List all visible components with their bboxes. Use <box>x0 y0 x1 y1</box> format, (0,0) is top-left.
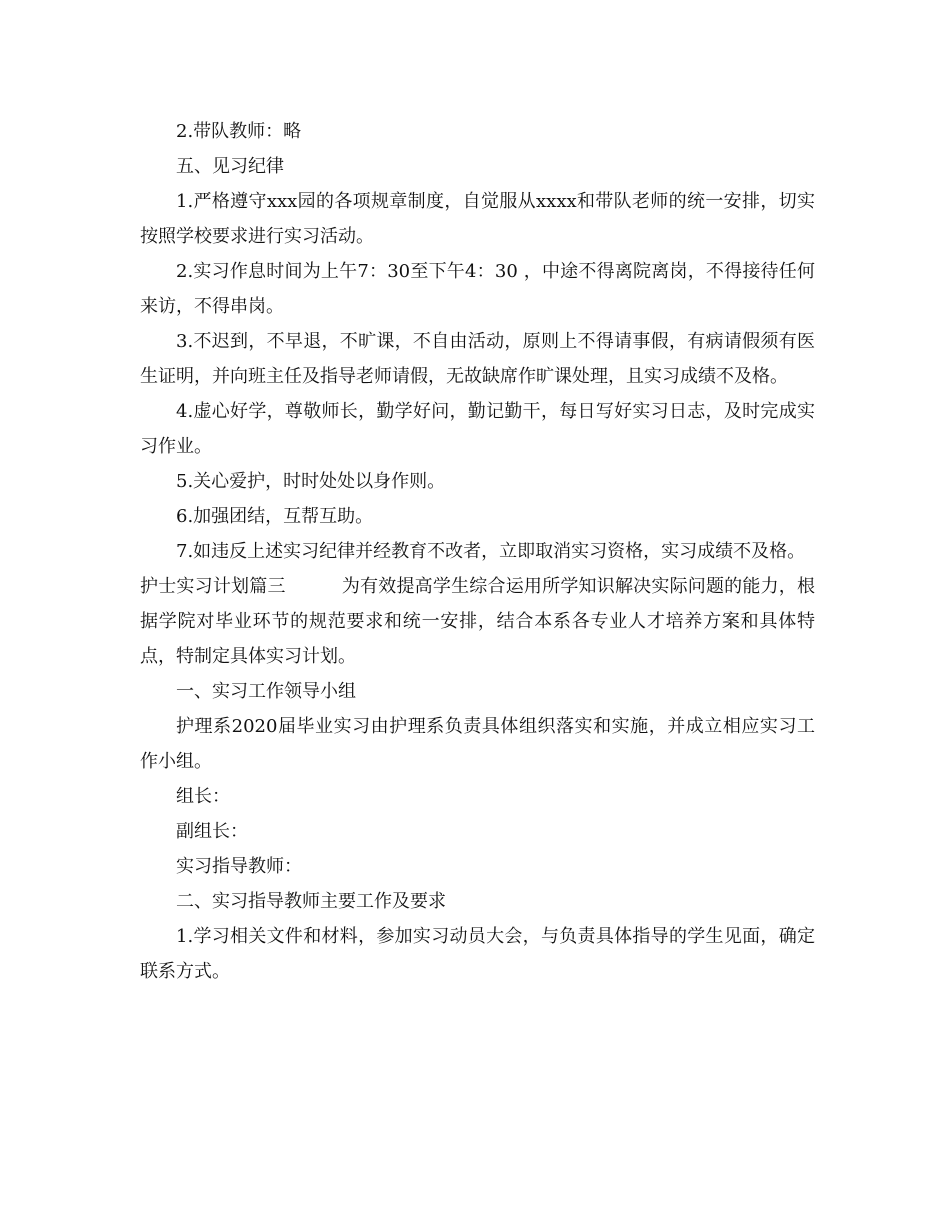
label-group-leader: 组长： <box>176 786 230 807</box>
paragraph-rule-1: 1.严格遵守xxx园的各项规章制度，自觉服从xxxx和带队老师的统一安排，切实按照学校要求进行实习活动。 <box>140 191 815 247</box>
label-deputy-group-leader: 副组长： <box>176 821 248 842</box>
paragraph-nursing-dept: 护理系2020届毕业实习由护理系负责具体组织落实和实施，并成立相应实习工作小组。 <box>140 716 815 772</box>
paragraph-rule-2: 2.实习作息时间为上午7：30至下午4：30 ，中途不得离院离岗，不得接待任何来访，不得串岗。 <box>140 261 815 317</box>
section-heading-discipline: 五、见习纪律 <box>176 156 284 177</box>
paragraph-plan-three <box>140 569 815 674</box>
paragraph-leader-teacher: 2.带队教师：略 <box>176 121 302 142</box>
paragraph-rule-5: 5.关心爱护，时时处处以身作则。 <box>176 471 446 492</box>
paragraph-rule-4: 4.虚心好学，尊敬师长，勤学好问，勤记勤干，每日写好实习日志，及时完成实习作业。 <box>140 401 815 457</box>
label-internship-instructor: 实习指导教师： <box>176 856 302 877</box>
section-heading-instructor-duties: 二、实习指导教师主要工作及要求 <box>176 891 446 912</box>
plan-three-heading: 护士实习计划篇三 <box>140 576 286 597</box>
paragraph-rule-6: 6.加强团结，互帮互助。 <box>176 506 374 527</box>
paragraph-rule-3: 3.不迟到，不早退，不旷课，不自由活动，原则上不得请事假，有病请假须有医生证明，并向班主任及指导老师请假，无故缺席作旷课处理，且实习成绩不及格。 <box>140 331 815 387</box>
paragraph-duty-1: 1.学习相关文件和材料，参加实习动员大会，与负责具体指导的学生见面，确定联系方式。 <box>140 926 815 982</box>
plan-three-body: 为有效提高学生综合运用所学知识解决实际问题的能力，根据学院对毕业环节的规范要求和统一安排，结合本系各专业人才培养方案和具体特点，特制定具体实习计划。 <box>140 576 816 667</box>
section-heading-leadership-group: 一、实习工作领导小组 <box>176 681 356 702</box>
document-page <box>140 114 815 989</box>
paragraph-rule-7: 7.如违反上述实习纪律并经教育不改者，立即取消实习资格，实习成绩不及格。 <box>176 541 806 562</box>
